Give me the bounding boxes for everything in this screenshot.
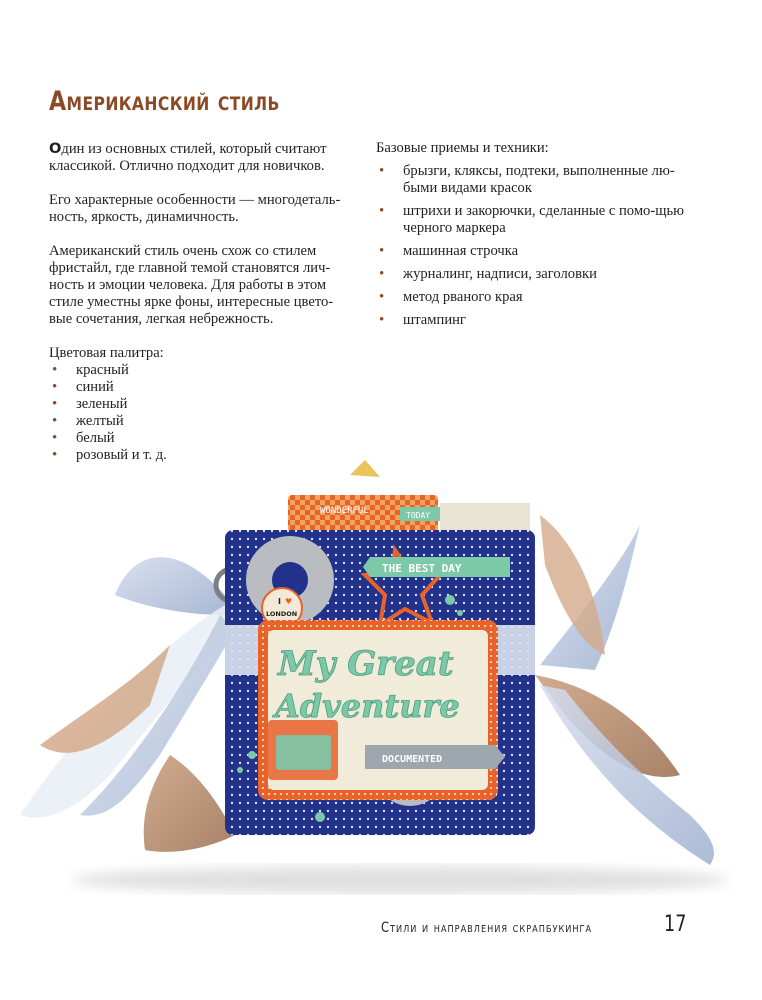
list-item: • метод рваного края (376, 289, 696, 306)
features-paragraph: Его характерные особенности — многодеталь-ность, яркость, динамичность. (49, 192, 341, 225)
list-item: • розовый и т. д. (49, 447, 355, 464)
intro-text: дин из основных стилей, который считают классикой. Отлично подходит для новичков. (49, 141, 327, 174)
intro-paragraph (49, 140, 355, 175)
style-paragraph: Американский стиль очень схож со стилем фристайл, где главной темой становятся лич-ность и эмоции человека. Для работы в этом стиле уместны ярке фоны, интересные цвето-вые сочетания, легкая небрежность. (49, 243, 334, 327)
documented-label: DOCUMENTED (382, 754, 443, 765)
card-title-line2: Adventure (275, 687, 460, 725)
right-ribbon-bow (535, 515, 714, 865)
palette-heading: Цветовая палитра: (49, 345, 164, 361)
list-item: • штрихи и закорючки, сделанные с помо-щью черного маркера (376, 203, 696, 237)
list-item: • синий (49, 379, 355, 396)
best-day-label: THE BEST DAY (382, 562, 462, 575)
heart-icon: ♥ (285, 597, 293, 606)
gold-tab (350, 460, 380, 477)
list-item: • штампинг (376, 312, 696, 329)
list-item: • желтый (49, 413, 355, 430)
today-label: TODAY (406, 511, 431, 520)
left-column (49, 140, 355, 464)
list-item: • журналинг, надписи, заголовки (376, 266, 696, 283)
list-item: • зеленый (49, 396, 355, 413)
badge-i: I (278, 597, 281, 606)
left-ribbon-bow (20, 557, 248, 852)
running-footer: Стили и направления скрапбукинга (381, 920, 593, 936)
list-item: • машинная строчка (376, 243, 696, 260)
card-title-line1: My Great (278, 644, 454, 684)
badge-london: LONDON (266, 610, 298, 618)
wonderful-label: WONDERFUL (320, 506, 369, 516)
palette-list (49, 362, 355, 464)
techniques-heading: Базовые приемы и техники: (376, 140, 549, 156)
list-item: • белый (49, 430, 355, 447)
list-item: • брызги, кляксы, подтеки, выполненные лю-быми видами красок (376, 163, 696, 197)
scrapbook-album-photo (20, 455, 762, 895)
techniques-list (376, 163, 696, 329)
shadow (70, 866, 730, 894)
drop-cap: О (49, 140, 62, 157)
page-number: 17 (664, 912, 687, 937)
list-item: • красный (49, 362, 355, 379)
page-title: Американский стиль (49, 86, 280, 117)
right-column (376, 140, 696, 335)
